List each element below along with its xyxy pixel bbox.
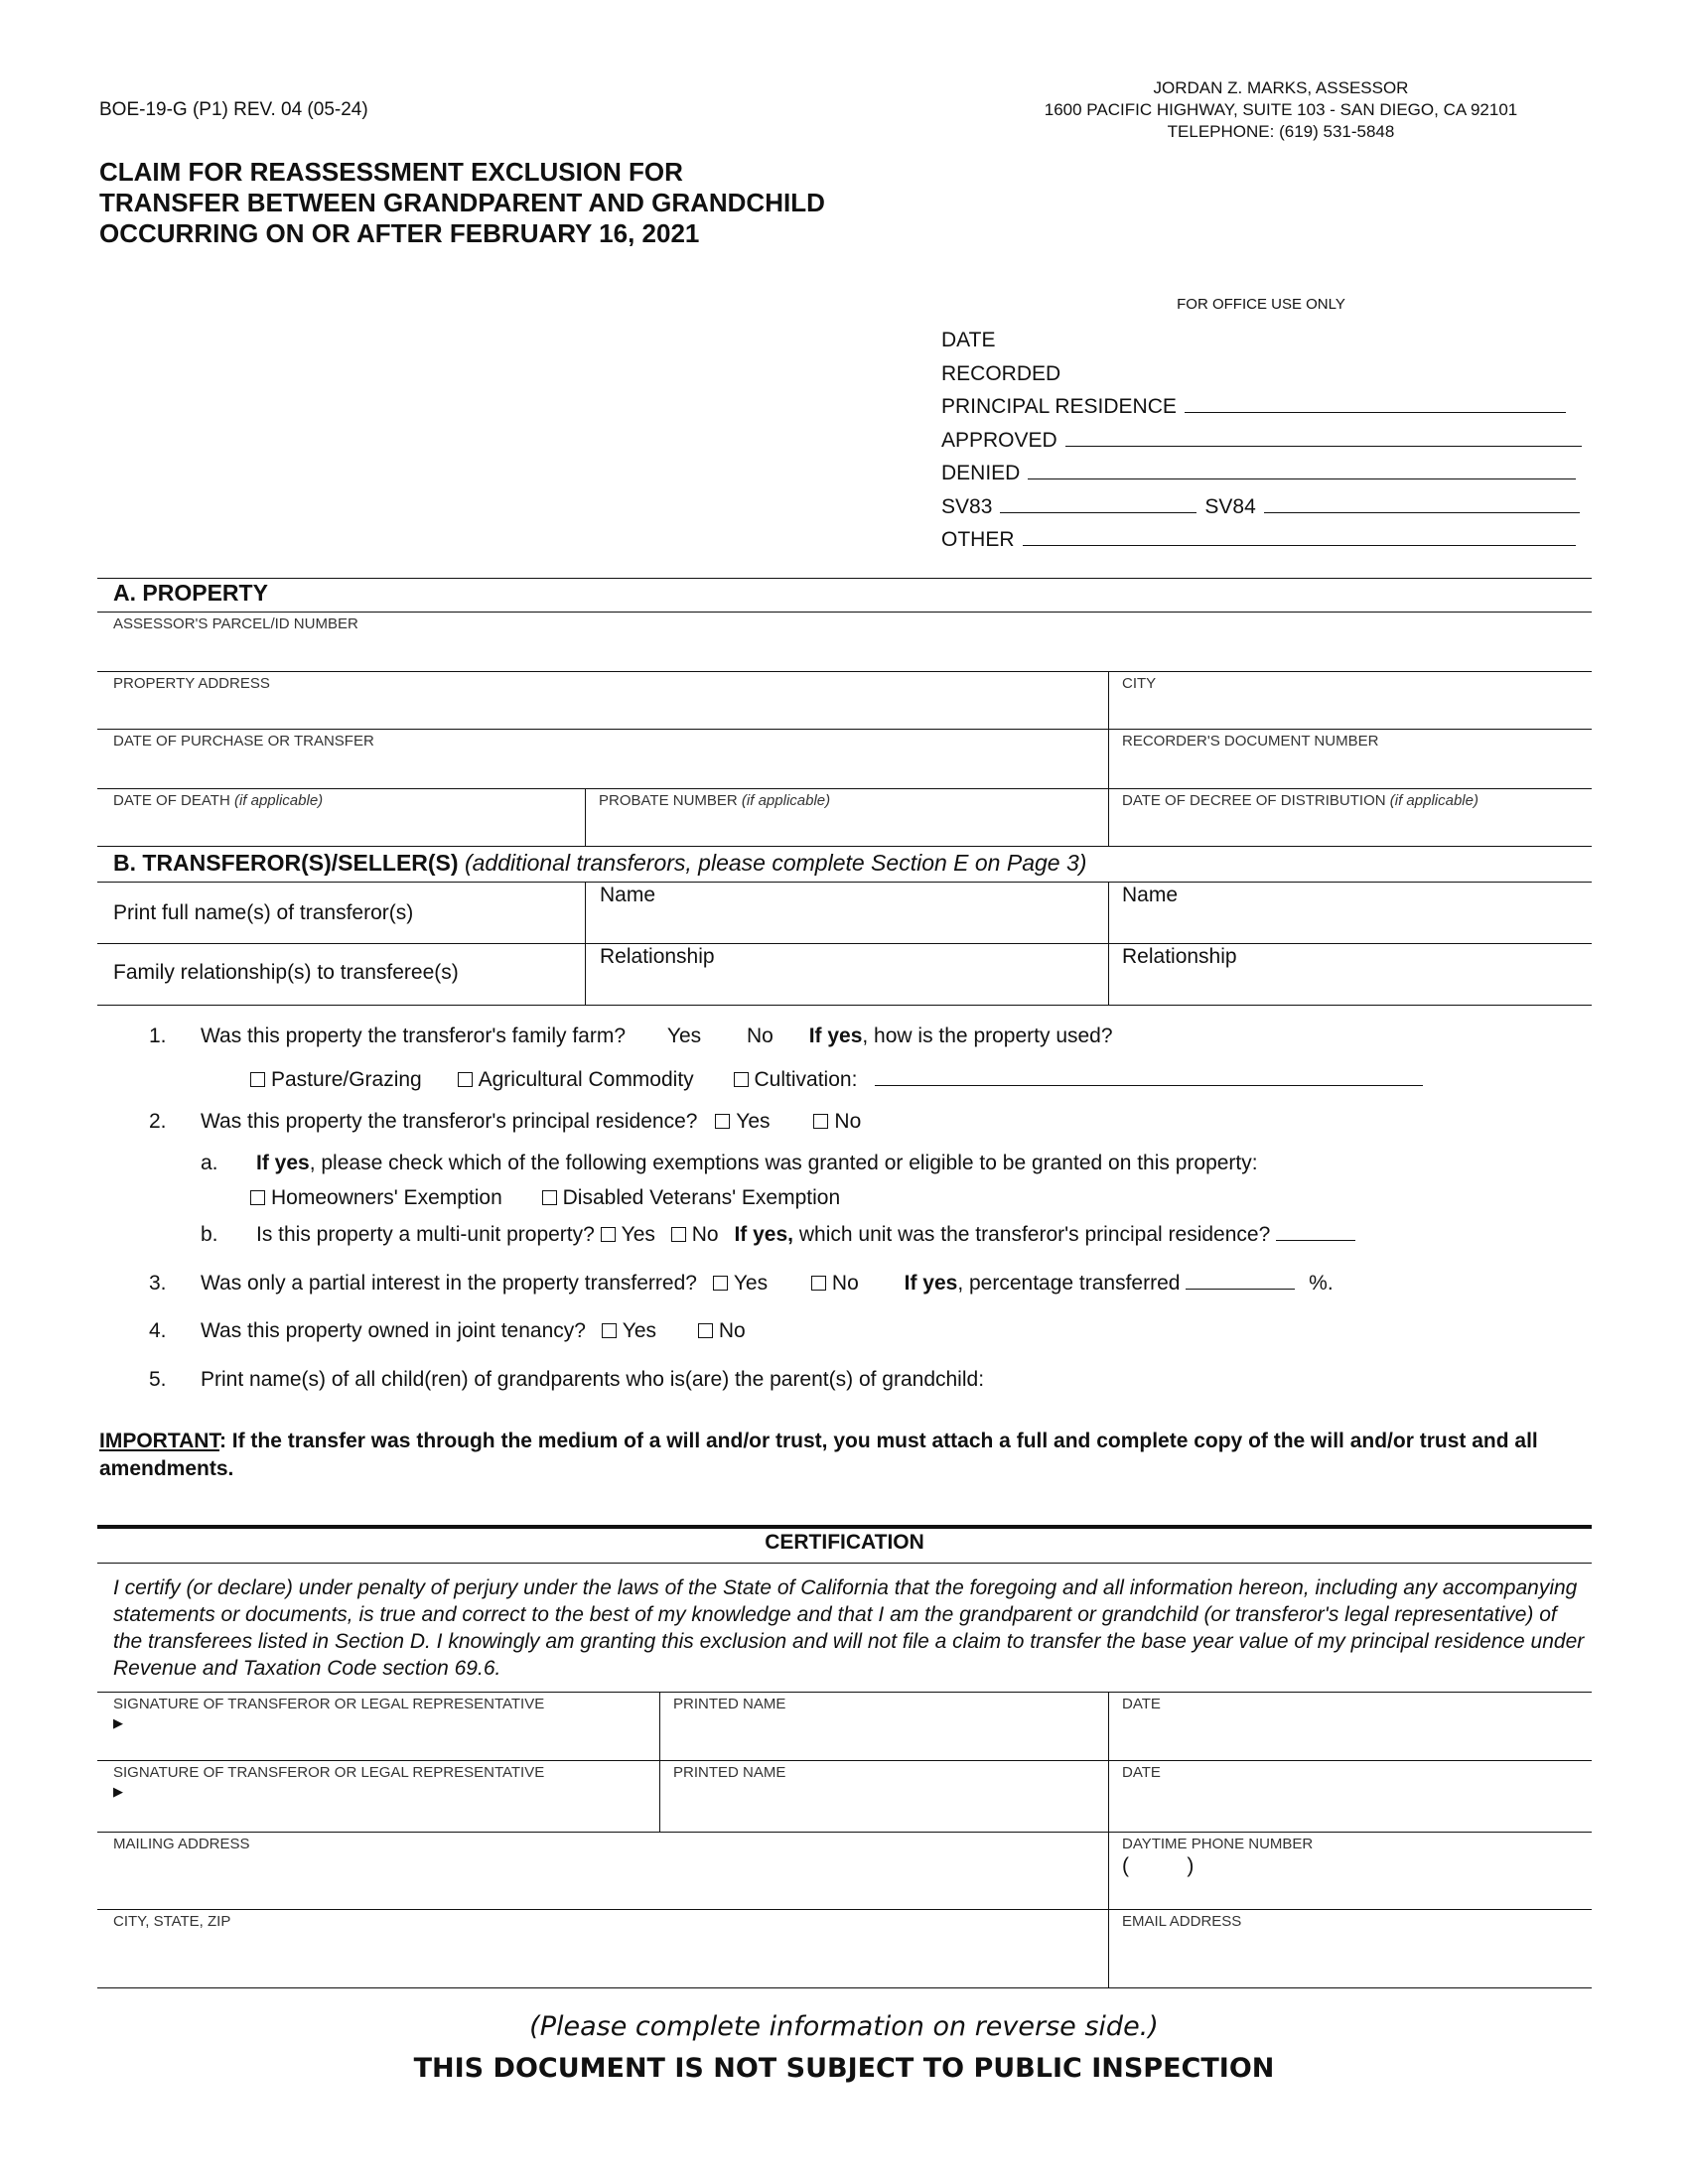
q4-no-checkbox[interactable] xyxy=(698,1323,713,1338)
decree-label: DATE OF DECREE OF DISTRIBUTION (if applicable) xyxy=(1122,792,1478,809)
office-use-block xyxy=(941,324,1587,557)
q3-yes-checkbox[interactable] xyxy=(713,1276,728,1291)
transferor-name-1-field[interactable] xyxy=(600,909,1096,939)
important-notice: IMPORTANT: If the transfer was through the medium of a will and/or trust, you must attach a full and complete copy of the will and/or trust and all amendments. xyxy=(99,1430,1538,1480)
name-2-label: Name xyxy=(1122,884,1179,906)
office-date-label: DATE xyxy=(941,329,996,351)
assessor-phone: TELEPHONE: (619) 531-5848 xyxy=(1167,122,1395,141)
question-2b: b. Is this property a multi-unit property? Yes No If yes, which unit was the transferor's principal residence? xyxy=(201,1222,1355,1247)
q2-no-checkbox[interactable] xyxy=(813,1114,828,1129)
certification-title: CERTIFICATION xyxy=(765,1531,924,1554)
date-1-field[interactable] xyxy=(1122,1713,1584,1753)
purchase-date-label: DATE OF PURCHASE OR TRANSFER xyxy=(113,733,374,750)
office-principal-line[interactable] xyxy=(1185,392,1566,413)
office-use-header: FOR OFFICE USE ONLY xyxy=(1177,296,1345,313)
homeowners-checkbox[interactable] xyxy=(250,1190,265,1205)
recorder-doc-label: RECORDER'S DOCUMENT NUMBER xyxy=(1122,733,1379,750)
signature-2-arrow-icon: ▶ xyxy=(113,1784,123,1799)
city-state-zip-field[interactable] xyxy=(113,1933,1096,1984)
question-2: 2. Was this property the transferor's principal residence? Yes No xyxy=(149,1110,862,1133)
relationship-1-field[interactable] xyxy=(600,971,1096,1001)
signature-1-arrow-icon: ▶ xyxy=(113,1715,123,1730)
office-sv84-line[interactable] xyxy=(1264,492,1580,513)
cultivation-checkbox[interactable] xyxy=(734,1072,749,1087)
section-b-title: B. TRANSFEROR(S)/SELLER(S) (additional transferors, please complete Section E on Page 3) xyxy=(113,850,1087,876)
q2b-yes-checkbox[interactable] xyxy=(601,1227,616,1242)
office-other-line[interactable] xyxy=(1023,525,1576,546)
signature-2-field[interactable] xyxy=(133,1782,649,1824)
q3-percent-line[interactable] xyxy=(1186,1271,1295,1290)
office-other-label: OTHER xyxy=(941,528,1015,551)
assessor-address: 1600 PACIFIC HIGHWAY, SUITE 103 - SAN DIEGO, CA 92101 xyxy=(1044,100,1518,119)
print-names-label: Print full name(s) of transferor(s) xyxy=(113,901,414,924)
death-date-field[interactable] xyxy=(113,812,580,844)
probate-label: PROBATE NUMBER (if applicable) xyxy=(599,792,831,809)
q2b-unit-line[interactable] xyxy=(1276,1222,1355,1241)
agricultural-checkbox[interactable] xyxy=(458,1072,473,1087)
parcel-label: ASSESSOR'S PARCEL/ID NUMBER xyxy=(113,615,358,632)
question-2a-options: Homeowners' Exemption Disabled Veterans' Exemption xyxy=(250,1186,840,1210)
city-field[interactable] xyxy=(1122,695,1584,729)
signature-1-label: SIGNATURE OF TRANSFEROR OR LEGAL REPRESENTATIVE xyxy=(113,1696,545,1712)
office-sv84-label: SV84 xyxy=(1204,494,1256,518)
form-id: BOE-19-G (P1) REV. 04 (05-24) xyxy=(99,99,368,120)
date-2-field[interactable] xyxy=(1122,1782,1584,1824)
email-label: EMAIL ADDRESS xyxy=(1122,1913,1242,1930)
city-state-zip-label: CITY, STATE, ZIP xyxy=(113,1913,231,1930)
death-date-label: DATE OF DEATH (if applicable) xyxy=(113,792,324,809)
name-1-label: Name xyxy=(600,884,656,906)
question-5: 5. Print name(s) of all child(ren) of grandparents who is(are) the parent(s) of grandchild: xyxy=(149,1368,985,1391)
assessor-name: JORDAN Z. MARKS, ASSESSOR xyxy=(1153,78,1409,97)
office-denied-line[interactable] xyxy=(1028,459,1576,479)
printed-name-1-field[interactable] xyxy=(673,1713,1095,1753)
signature-2-label: SIGNATURE OF TRANSFEROR OR LEGAL REPRESENTATIVE xyxy=(113,1764,545,1781)
date-1-label: DATE xyxy=(1122,1696,1161,1712)
office-denied-label: DENIED xyxy=(941,462,1021,484)
relationship-2-field[interactable] xyxy=(1122,971,1584,1001)
recorder-doc-field[interactable] xyxy=(1122,752,1584,786)
email-field[interactable] xyxy=(1122,1933,1584,1984)
question-2a: a. If yes, please check which of the following exemptions was granted or eligible to be granted on this property: xyxy=(201,1152,1258,1174)
phone-label: DAYTIME PHONE NUMBER xyxy=(1122,1836,1314,1852)
veterans-checkbox[interactable] xyxy=(542,1190,557,1205)
cultivation-line[interactable] xyxy=(875,1067,1423,1086)
probate-field[interactable] xyxy=(599,812,1095,844)
footer-notice: THIS DOCUMENT IS NOT SUBJECT TO PUBLIC INSPECTION xyxy=(413,2053,1275,2084)
office-sv83-line[interactable] xyxy=(1000,492,1196,513)
office-recorded-label: RECORDED xyxy=(941,361,1061,385)
office-approved-label: APPROVED xyxy=(941,428,1057,452)
mailing-address-field[interactable] xyxy=(113,1855,1096,1905)
relationship-2-label: Relationship xyxy=(1122,945,1237,968)
city-label: CITY xyxy=(1122,675,1157,692)
decree-field[interactable] xyxy=(1122,812,1584,844)
q1-yes[interactable]: Yes xyxy=(666,1024,702,1047)
phone-field[interactable]: ( ) xyxy=(1122,1854,1195,1877)
transferor-name-2-field[interactable] xyxy=(1122,909,1584,939)
mailing-address-label: MAILING ADDRESS xyxy=(113,1836,250,1852)
pasture-checkbox[interactable] xyxy=(250,1072,265,1087)
form-title: CLAIM FOR REASSESSMENT EXCLUSION FOR TRANSFER BETWEEN GRANDPARENT AND GRANDCHILD OCCURRING ON OR AFTER FEBRUARY 16, 2021 xyxy=(99,157,825,248)
q2-yes-checkbox[interactable] xyxy=(715,1114,730,1129)
q1-no[interactable]: No xyxy=(746,1024,774,1047)
office-sv83-label: SV83 xyxy=(941,494,993,518)
certification-text: I certify (or declare) under penalty of perjury under the laws of the State of California that the foregoing and all information hereon, including any accompanying statements or documents, is true and correct to the best of my knowledge and that I am the grandparent or grandchild (or transferor's legal representative) of the transferees listed in Section D. I knowingly am granting this exclusion and will not file a claim to transfer the base year value of my principal residence under Revenue and Taxation Code section 69.6. xyxy=(113,1576,1585,1680)
property-address-field[interactable] xyxy=(113,695,1096,729)
parcel-field[interactable] xyxy=(113,635,1583,669)
signature-1-field[interactable] xyxy=(133,1713,649,1753)
section-a-title: A. PROPERTY xyxy=(113,580,268,606)
office-principal-label: PRINCIPAL RESIDENCE xyxy=(941,395,1177,418)
printed-name-1-label: PRINTED NAME xyxy=(673,1696,786,1712)
relationship-1-label: Relationship xyxy=(600,945,715,968)
date-2-label: DATE xyxy=(1122,1764,1161,1781)
printed-name-2-field[interactable] xyxy=(673,1782,1095,1824)
footer-note: (Please complete information on reverse side.) xyxy=(529,2011,1159,2042)
question-1-options: Pasture/Grazing Agricultural Commodity Cultivation: xyxy=(250,1067,1423,1092)
assessor-block xyxy=(983,77,1579,143)
q2b-no-checkbox[interactable] xyxy=(671,1227,686,1242)
relationship-label: Family relationship(s) to transferee(s) xyxy=(113,961,459,984)
property-address-label: PROPERTY ADDRESS xyxy=(113,675,270,692)
question-3: 3. Was only a partial interest in the property transferred? Yes No If yes, percentage transferred %. xyxy=(149,1272,1334,1295)
q4-yes-checkbox[interactable] xyxy=(602,1323,617,1338)
question-4: 4. Was this property owned in joint tenancy? Yes No xyxy=(149,1319,746,1342)
question-1: 1. Was this property the transferor's family farm? Yes No If yes, how is the property used? xyxy=(149,1024,1113,1047)
office-approved-line[interactable] xyxy=(1065,426,1582,447)
printed-name-2-label: PRINTED NAME xyxy=(673,1764,786,1781)
purchase-date-field[interactable] xyxy=(113,752,1096,786)
q3-no-checkbox[interactable] xyxy=(811,1276,826,1291)
